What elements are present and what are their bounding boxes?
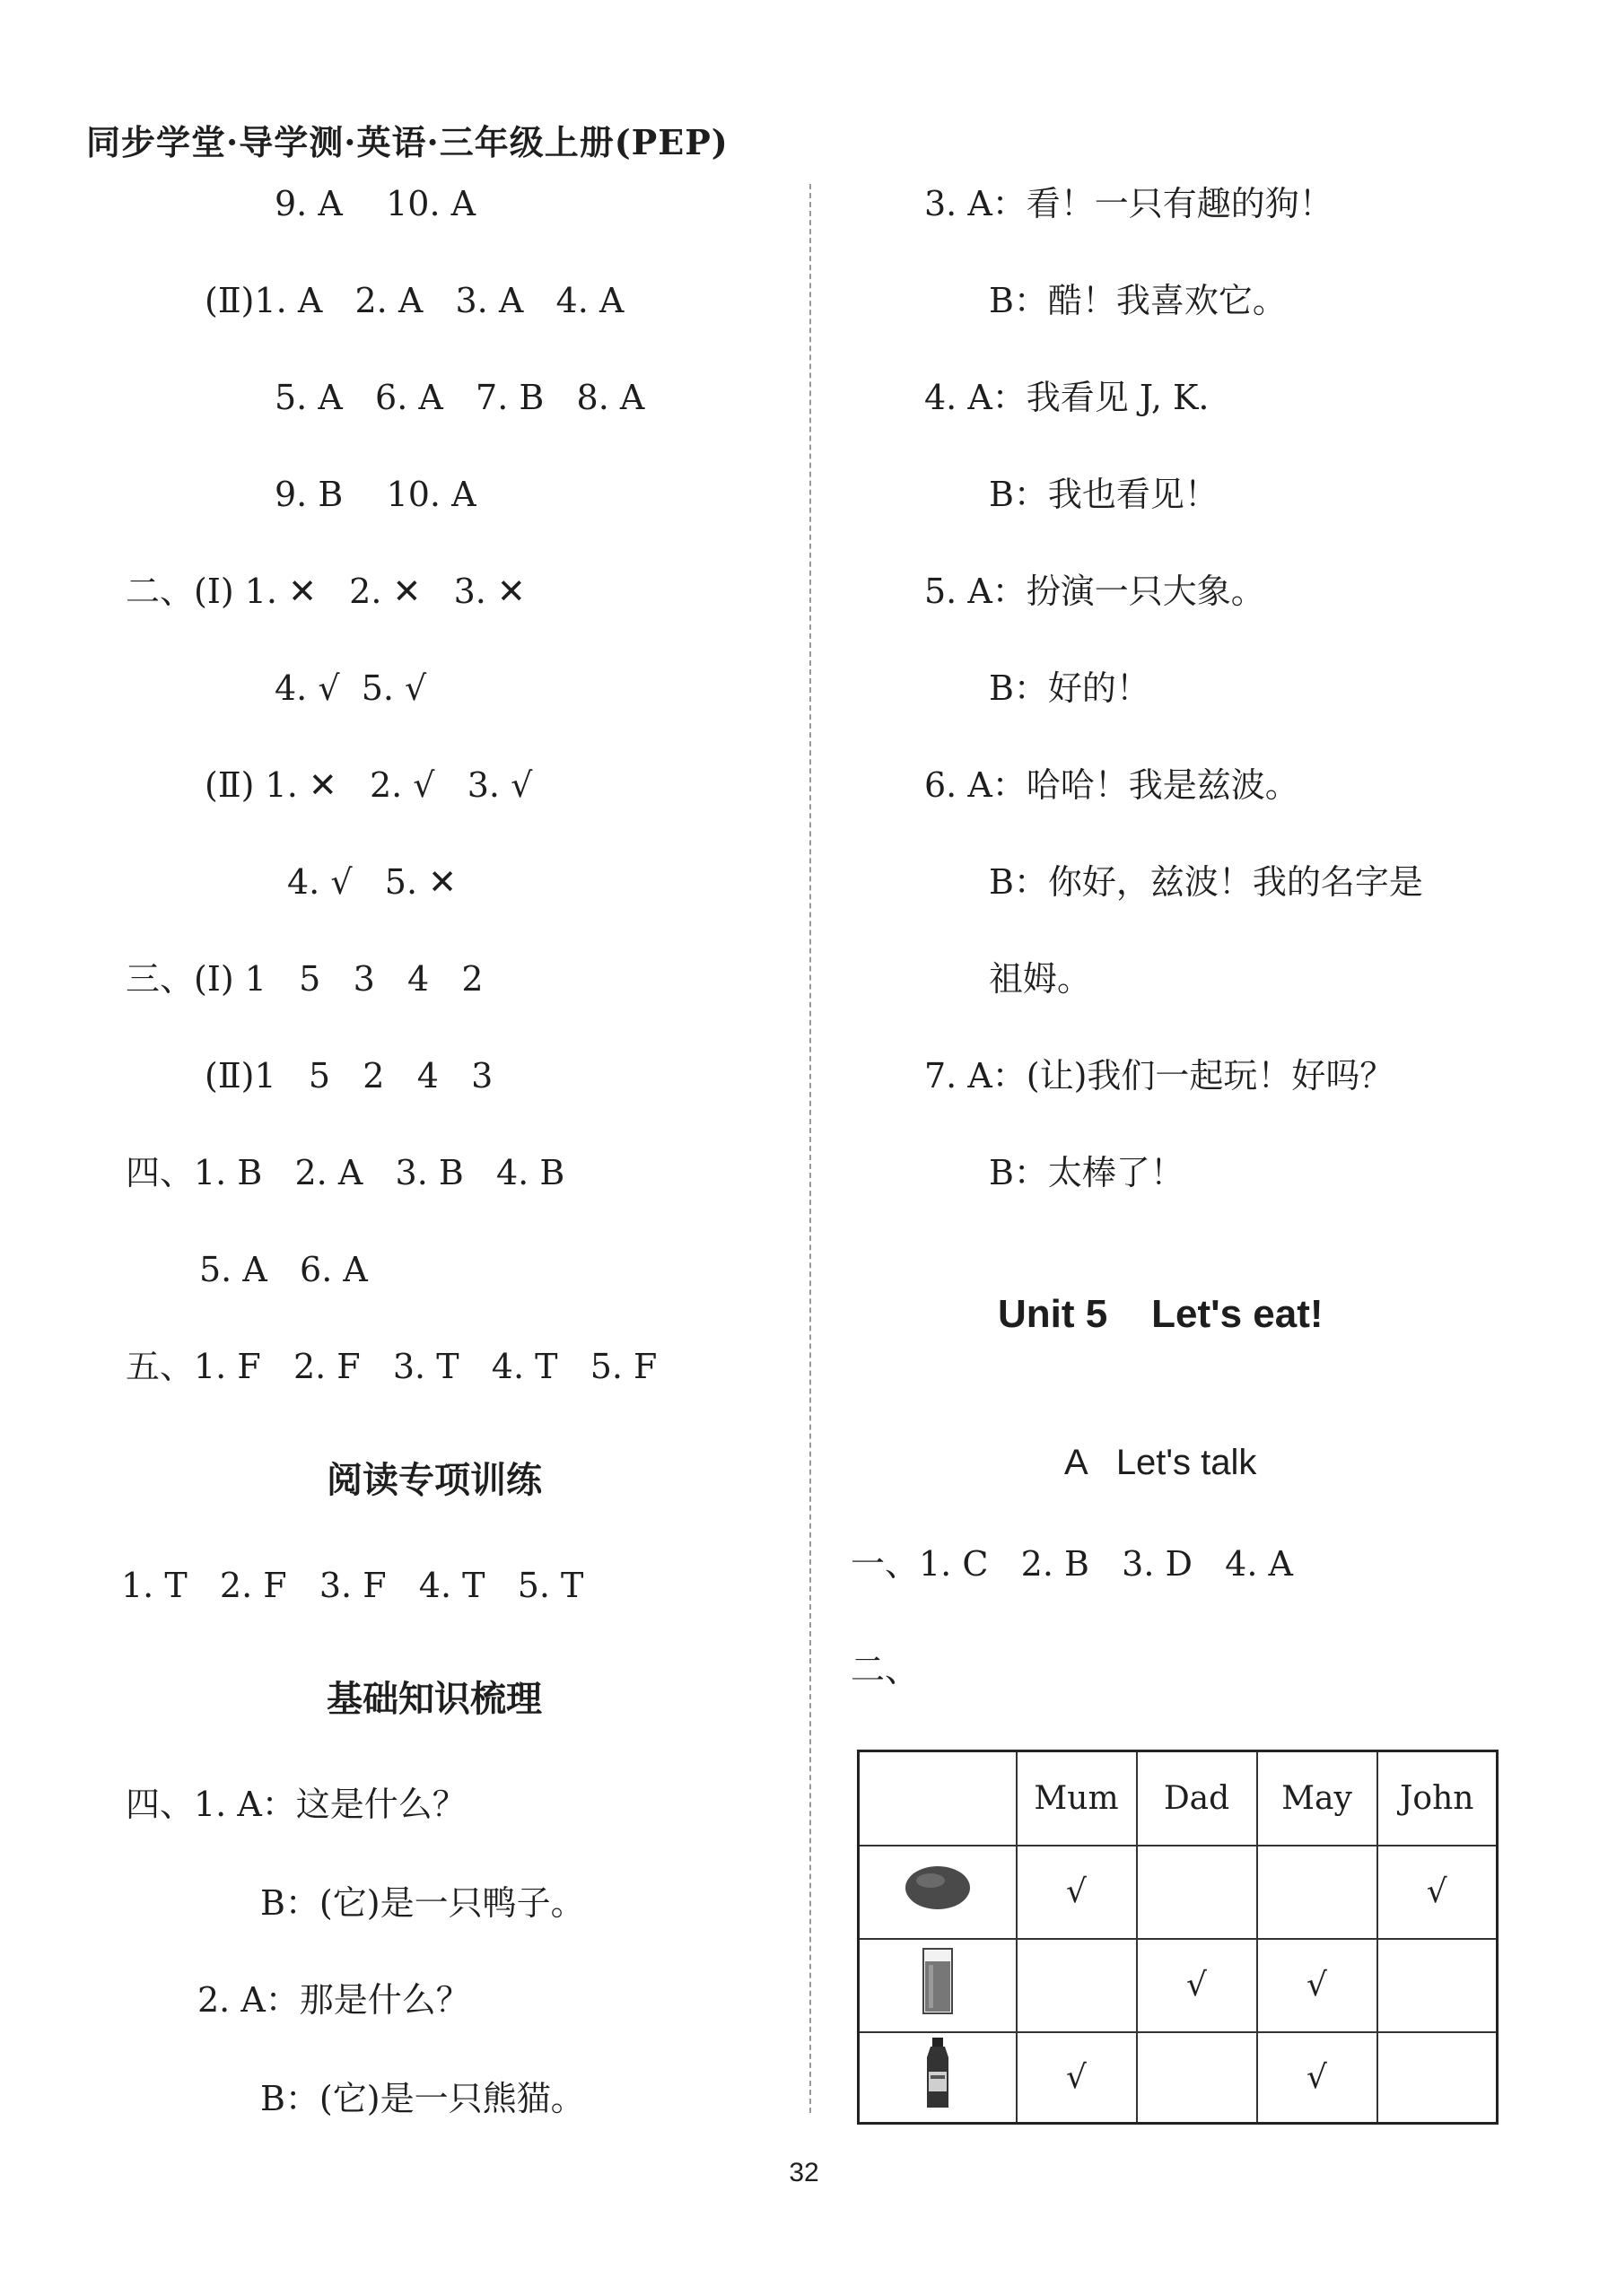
water-bottle-icon	[922, 2036, 954, 2111]
check-cell	[1377, 2032, 1498, 2124]
food-cell	[859, 1846, 1017, 1939]
check-cell	[1017, 1939, 1137, 2032]
page-number: 32	[789, 2158, 819, 2187]
lesson-subtitle: A Let's talk	[1064, 1443, 1257, 1482]
translation-line: 7. A：(让)我们一起玩！好吗？	[924, 1056, 1394, 1096]
column-header-mum: Mum	[1017, 1751, 1137, 1846]
check-cell: √	[1017, 2032, 1137, 2124]
translation-line: 4. A：我看见 J, K.	[924, 378, 1210, 417]
answer-line: 四、1. B 2. A 3. B 4. B	[126, 1153, 565, 1192]
answer-line: 2. A：那是什么？	[197, 1980, 470, 2020]
translation-line: 6. A：哈哈！我是兹波。	[924, 765, 1299, 805]
answer-line: 三、(Ⅰ) 1 5 3 4 2	[126, 959, 484, 999]
section-title-reading: 阅读专项训练	[327, 1460, 542, 1501]
translation-line: 5. A：扮演一只大象。	[924, 572, 1265, 611]
translation-line: 3. A：看！一只有趣的狗！	[924, 184, 1333, 223]
translation-line: B：我也看见！	[989, 475, 1219, 514]
column-header-john: John	[1377, 1751, 1498, 1846]
answer-line: B：(它)是一只熊猫。	[260, 2079, 585, 2118]
check-cell: √	[1377, 1846, 1498, 1939]
column-header-dad: Dad	[1137, 1751, 1257, 1846]
juice-glass-icon	[920, 1947, 956, 2015]
answer-line: 9. B 10. A	[275, 475, 476, 514]
answer-line: 4. √ 5. ✕	[287, 862, 457, 902]
table-header-row	[859, 1751, 1498, 1846]
translation-line: 祖姆。	[989, 959, 1092, 999]
page-header: 同步学堂·导学测·英语·三年级上册(PEP)	[86, 122, 729, 162]
check-cell: √	[1257, 1939, 1377, 2032]
answer-line: 9. A 10. A	[275, 184, 476, 223]
check-cell	[1137, 2032, 1257, 2124]
table-row	[859, 1846, 1498, 1939]
answer-line: 一、1. C 2. B 3. D 4. A	[851, 1544, 1293, 1584]
check-cell: √	[1017, 1846, 1137, 1939]
answer-line: 5. A 6. A 7. B 8. A	[275, 378, 645, 417]
table-row	[859, 2032, 1498, 2124]
translation-line: B：好的！	[989, 668, 1150, 708]
answer-line: 二、(Ⅰ) 1. ✕ 2. ✕ 3. ✕	[126, 572, 526, 611]
answer-line: (Ⅱ) 1. ✕ 2. √ 3. √	[205, 765, 533, 805]
translation-line: B：太棒了！	[989, 1153, 1184, 1192]
answer-line: 五、1. F 2. F 3. T 4. T 5. F	[126, 1347, 658, 1386]
answer-line: 5. A 6. A	[199, 1250, 368, 1289]
check-cell: √	[1257, 2032, 1377, 2124]
unit-title: Unit 5 Let's eat!	[998, 1292, 1324, 1336]
table-corner-cell	[859, 1751, 1017, 1846]
answer-line: 4. √ 5. √	[275, 668, 427, 708]
check-cell	[1377, 1939, 1498, 2032]
translation-line: B：你好，兹波！我的名字是	[989, 862, 1423, 902]
food-cell	[859, 2032, 1017, 2124]
section-title-basics: 基础知识梳理	[327, 1679, 542, 1720]
table-row	[859, 1939, 1498, 2032]
check-cell	[1137, 1846, 1257, 1939]
check-cell: √	[1137, 1939, 1257, 2032]
food-cell	[859, 1939, 1017, 2032]
translation-line: B：酷！我喜欢它。	[989, 281, 1287, 320]
answer-line: 四、1. A：这是什么？	[126, 1785, 467, 1824]
bread-icon	[902, 1861, 974, 1915]
column-header-may: May	[1257, 1751, 1377, 1846]
answer-line: (Ⅱ)1 5 2 4 3	[205, 1056, 494, 1096]
answer-line: (Ⅱ)1. A 2. A 3. A 4. A	[205, 281, 625, 320]
answer-line: B：(它)是一只鸭子。	[260, 1883, 585, 1923]
check-cell	[1257, 1846, 1377, 1939]
answer-line: 1. T 2. F 3. F 4. T 5. T	[121, 1566, 584, 1605]
answer-line: 二、	[851, 1650, 920, 1689]
food-preference-table	[857, 1750, 1499, 2125]
column-divider	[809, 184, 811, 2113]
